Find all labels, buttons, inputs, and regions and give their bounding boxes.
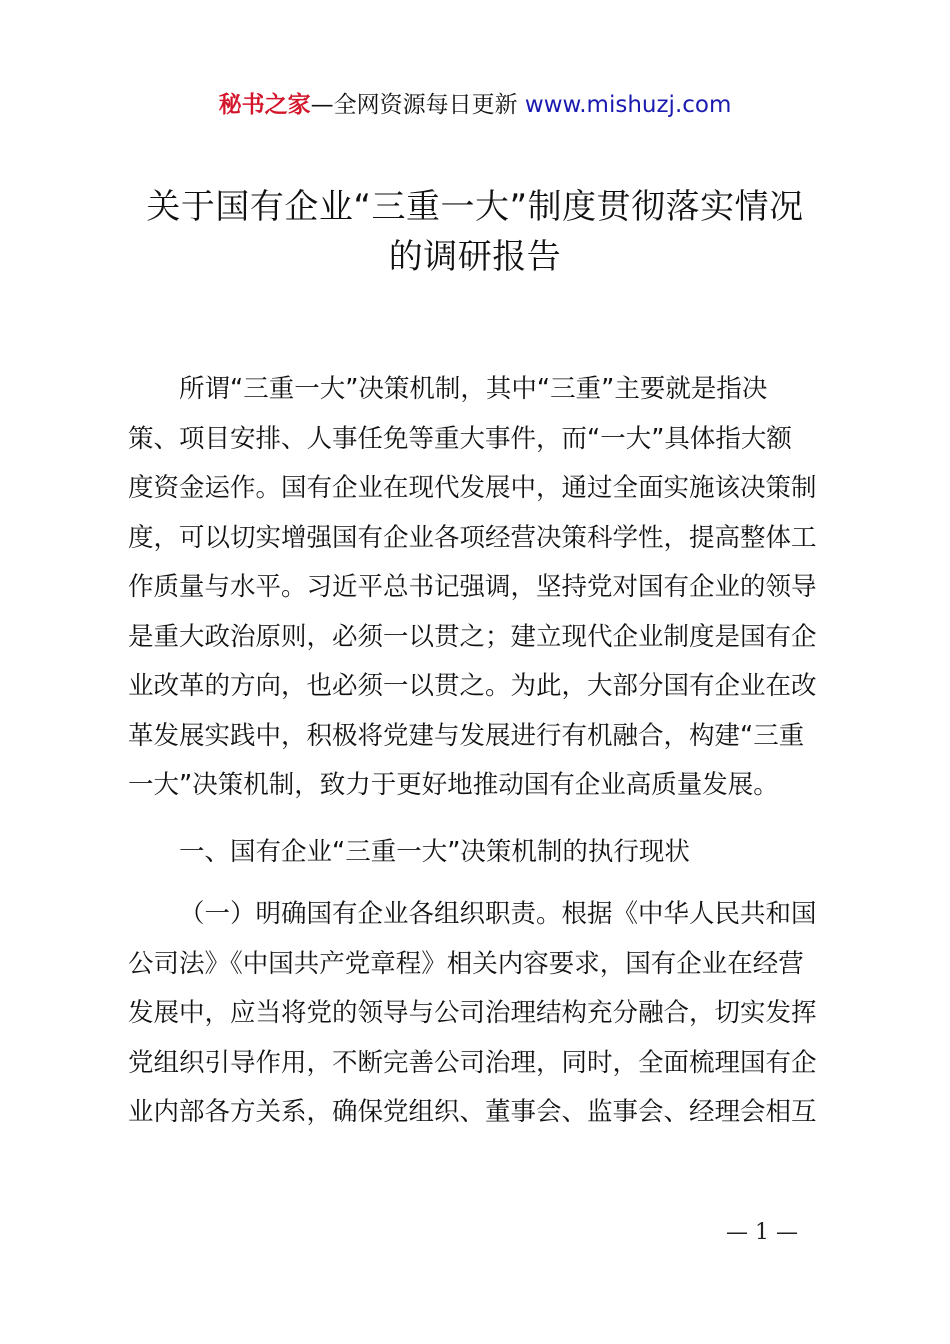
section-heading-text: 一、国有企业“三重一大”决策机制的执行现状	[179, 837, 690, 867]
text-line: 所谓“三重一大”决策机制，其中“三重”主要就是指决	[179, 374, 768, 404]
text-line: 策、项目安排、人事任免等重大事件，而“一大”具体指大额	[128, 423, 792, 454]
text-line: 是重大政治原则，必须一以贯之；建立现代企业制度是国有企	[128, 621, 817, 652]
brand-name: 秘书之家	[218, 92, 311, 118]
text-line: 发展中，应当将党的领导与公司治理结构充分融合，切实发挥	[128, 998, 817, 1028]
section-heading	[128, 828, 834, 878]
text-line: 业改革的方向，也必须一以贯之。为此，大部分国有企业在改	[128, 671, 817, 701]
title-line-2: 的调研报告	[388, 237, 562, 277]
site-url[interactable]: www.mishuzj.com	[524, 92, 732, 118]
intro-paragraph	[128, 365, 834, 811]
site-header	[0, 88, 950, 122]
page-number: — 1 —	[726, 1220, 798, 1245]
document-title	[100, 182, 850, 282]
text-line: 度资金运作。国有企业在现代发展中，通过全面实施该决策制	[128, 473, 817, 503]
header-tagline: —全网资源每日更新	[310, 92, 525, 118]
text-line: 党组织引导作用，不断完善公司治理，同时，全面梳理国有企	[128, 1047, 817, 1078]
subsection-paragraph	[128, 890, 834, 1138]
text-line: 革发展实践中，积极将党建与发展进行有机融合，构建“三重	[128, 720, 805, 751]
text-line: 作质量与水平。习近平总书记强调，坚持党对国有企业的领导	[128, 572, 817, 602]
text-line: 公司法》《中国共产党章程》相关内容要求，国有企业在经营	[128, 948, 804, 979]
text-line: 度，可以切实增强国有企业各项经营决策科学性，提高整体工	[128, 522, 817, 553]
text-line: （一）明确国有企业各组织职责。根据《中华人民共和国	[179, 899, 817, 929]
text-line: 一大”决策机制，致力于更好地推动国有企业高质量发展。	[128, 770, 779, 800]
title-line-1: 关于国有企业“三重一大”制度贯彻落实情况	[146, 187, 804, 227]
text-line: 业内部各方关系，确保党组织、董事会、监事会、经理会相互	[128, 1097, 817, 1127]
